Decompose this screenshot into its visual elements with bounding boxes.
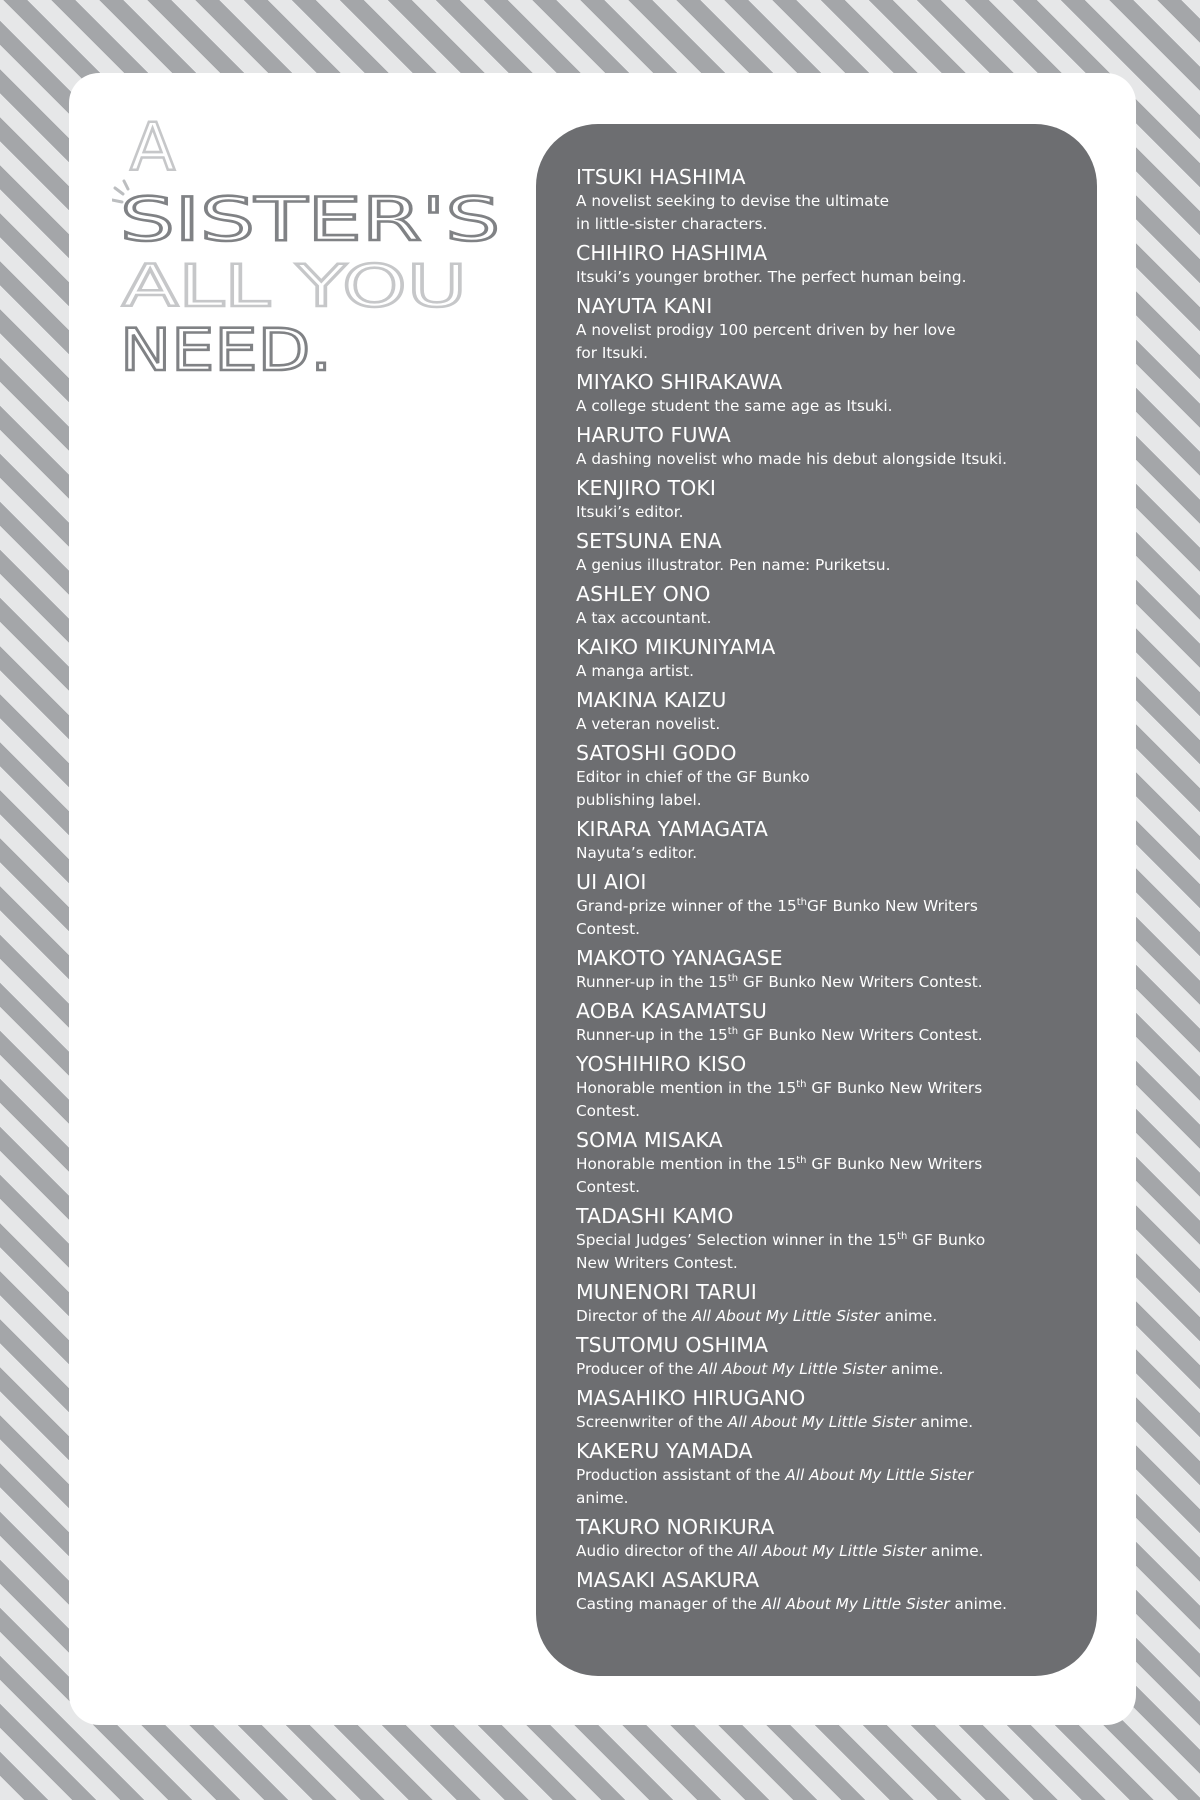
character-entry	[576, 1386, 1097, 1434]
description-line	[576, 342, 1056, 365]
character-description	[576, 266, 1056, 289]
character-entry	[576, 1333, 1097, 1381]
character-name: MAKOTO YANAGASE	[576, 946, 783, 970]
ordinal-suffix: th	[796, 1155, 807, 1166]
description-text: A manga artist.	[576, 662, 694, 680]
description-text: A tax accountant.	[576, 609, 712, 627]
ordinal-suffix: th	[796, 897, 808, 908]
description-line	[576, 1305, 1056, 1328]
character-name: TAKURO NORIKURA	[576, 1515, 775, 1539]
description-text: A veteran novelist.	[576, 715, 721, 733]
character-description	[576, 1358, 1056, 1381]
character-description	[576, 660, 1056, 683]
description-text: publishing label.	[576, 791, 702, 809]
character-entry	[576, 1128, 1097, 1199]
description-line	[576, 1358, 1056, 1381]
character-description	[576, 501, 1056, 524]
character-description	[576, 971, 1056, 994]
character-name: MASAHIKO HIRUGANO	[576, 1386, 806, 1410]
character-description	[576, 607, 1056, 630]
character-description	[576, 395, 1056, 418]
description-line	[576, 1077, 1056, 1100]
character-name: TADASHI KAMO	[576, 1204, 734, 1228]
work-title: All About My Little Sister	[738, 1542, 927, 1560]
description-text: A novelist prodigy 100 percent driven by her love	[576, 321, 956, 339]
description-text: Casting manager of the	[576, 1595, 762, 1613]
description-line	[576, 266, 1056, 289]
description-line	[576, 213, 1056, 236]
title-line-3: ALL YOU	[122, 252, 467, 320]
description-text: A dashing novelist who made his debut alongside Itsuki.	[576, 450, 1008, 468]
character-name: ITSUKI HASHIMA	[576, 165, 746, 189]
title-line-4: NEED.	[120, 316, 332, 384]
character-entry	[576, 741, 1097, 812]
character-name: NAYUTA KANI	[576, 294, 713, 318]
description-text: GF Bunko New Writers	[806, 1155, 983, 1173]
description-line	[576, 1024, 1056, 1047]
description-text: Itsuki’s editor.	[576, 503, 684, 521]
description-text: in little-sister characters.	[576, 215, 768, 233]
description-text: anime.	[915, 1413, 974, 1431]
description-text: Audio director of the	[576, 1542, 739, 1560]
description-text: anime.	[886, 1360, 944, 1378]
character-description	[576, 842, 1056, 865]
character-list-panel	[536, 124, 1097, 1676]
character-description	[576, 766, 1056, 812]
character-entry	[576, 165, 1097, 236]
character-entry	[576, 1439, 1097, 1510]
description-line	[576, 895, 1056, 918]
character-name: CHIHIRO HASHIMA	[576, 241, 768, 265]
description-text: Producer of the	[576, 1360, 699, 1378]
character-description	[576, 1464, 1056, 1510]
description-text: A genius illustrator. Pen name: Puriketsu.	[576, 556, 891, 574]
ordinal-suffix: th	[727, 1026, 739, 1037]
title-logo-art	[112, 118, 512, 388]
character-entry	[576, 370, 1097, 418]
description-line	[576, 918, 1056, 941]
description-line	[576, 1464, 1056, 1487]
description-text: GF Bunko New Writers Contest.	[738, 973, 983, 991]
character-description	[576, 1411, 1056, 1434]
character-entry	[576, 241, 1097, 289]
character-description	[576, 554, 1056, 577]
character-description	[576, 1153, 1056, 1199]
description-line	[576, 319, 1056, 342]
description-text: Grand-prize winner of the 15	[576, 897, 797, 915]
ordinal-suffix: th	[796, 1079, 807, 1090]
character-description	[576, 1540, 1056, 1563]
character-entry	[576, 1568, 1097, 1616]
character-name: SATOSHI GODO	[576, 741, 737, 765]
description-text: Screenwriter of the	[576, 1413, 728, 1431]
description-text: Itsuki’s younger brother. The perfect human being.	[576, 268, 967, 286]
work-title: All About My Little Sister	[698, 1360, 887, 1378]
character-description	[576, 190, 1056, 236]
description-text: anime.	[926, 1542, 984, 1560]
description-text: Contest.	[576, 1178, 640, 1196]
description-text: Contest.	[576, 1102, 640, 1120]
description-line	[576, 395, 1056, 418]
description-line	[576, 1252, 1056, 1275]
description-text: A novelist seeking to devise the ultimate	[576, 192, 890, 210]
work-title: All About My Little Sister	[691, 1307, 880, 1325]
character-name: MAKINA KAIZU	[576, 688, 727, 712]
character-name: KAKERU YAMADA	[576, 1439, 753, 1463]
character-name: MASAKI ASAKURA	[576, 1568, 760, 1592]
description-line	[576, 1487, 1056, 1510]
description-text: Special Judges’ Selection winner in the 15	[576, 1231, 898, 1249]
character-name: TSUTOMU OSHIMA	[576, 1333, 769, 1357]
character-entry	[576, 529, 1097, 577]
description-text: for Itsuki.	[576, 344, 649, 362]
description-text: GF Bunko New Writers	[807, 897, 978, 915]
description-text: GF Bunko New Writers	[806, 1079, 983, 1097]
title-line-1: A	[130, 118, 176, 186]
description-text: Production assistant of the	[576, 1466, 786, 1484]
description-text: Honorable mention in the 15	[576, 1079, 797, 1097]
description-text: A college student the same age as Itsuki.	[576, 397, 893, 415]
description-line	[576, 1540, 1056, 1563]
character-entry	[576, 688, 1097, 736]
description-line	[576, 190, 1056, 213]
description-line	[576, 713, 1056, 736]
work-title: All About My Little Sister	[761, 1595, 950, 1613]
character-description	[576, 448, 1056, 471]
character-entry	[576, 1052, 1097, 1123]
description-line	[576, 842, 1056, 865]
description-text: Runner-up in the 15	[576, 973, 728, 991]
character-entry	[576, 1515, 1097, 1563]
character-description	[576, 319, 1056, 365]
ordinal-suffix: th	[727, 973, 739, 984]
description-line	[576, 766, 1056, 789]
character-name: KENJIRO TOKI	[576, 476, 717, 500]
character-entry	[576, 946, 1097, 994]
description-line	[576, 1411, 1056, 1434]
character-name: KAIKO MIKUNIYAMA	[576, 635, 776, 659]
description-text: Honorable mention in the 15	[576, 1155, 797, 1173]
description-line	[576, 1176, 1056, 1199]
character-name: ASHLEY ONO	[576, 582, 711, 606]
character-name: MIYAKO SHIRAKAWA	[576, 370, 783, 394]
work-title: All About My Little Sister	[727, 1413, 916, 1431]
character-description	[576, 713, 1056, 736]
character-entry	[576, 423, 1097, 471]
character-entry	[576, 870, 1097, 941]
description-text: Contest.	[576, 920, 640, 938]
character-entry	[576, 294, 1097, 365]
character-description	[576, 895, 1056, 941]
character-name: UI AIOI	[576, 870, 647, 894]
description-line	[576, 1153, 1056, 1176]
character-entry	[576, 582, 1097, 630]
character-entry	[576, 1280, 1097, 1328]
character-entry	[576, 1204, 1097, 1275]
work-title: All About My Little Sister	[785, 1466, 974, 1484]
description-text: GF Bunko	[907, 1231, 986, 1249]
description-text: New Writers Contest.	[576, 1254, 738, 1272]
ordinal-suffix: th	[897, 1231, 908, 1242]
character-name: AOBA KASAMATSU	[576, 999, 767, 1023]
description-line	[576, 607, 1056, 630]
character-name: SOMA MISAKA	[576, 1128, 723, 1152]
description-text: anime.	[576, 1489, 629, 1507]
character-entry	[576, 817, 1097, 865]
description-line	[576, 971, 1056, 994]
description-text: Director of the	[576, 1307, 692, 1325]
description-text: anime.	[949, 1595, 1008, 1613]
title-logo	[112, 118, 512, 388]
character-entry	[576, 635, 1097, 683]
description-line	[576, 554, 1056, 577]
character-name: SETSUNA ENA	[576, 529, 722, 553]
character-description	[576, 1593, 1056, 1616]
description-line	[576, 448, 1056, 471]
character-description	[576, 1229, 1056, 1275]
character-entry	[576, 999, 1097, 1047]
character-description	[576, 1305, 1056, 1328]
description-line	[576, 1100, 1056, 1123]
character-name: HARUTO FUWA	[576, 423, 731, 447]
character-entry	[576, 476, 1097, 524]
description-line	[576, 1229, 1056, 1252]
character-name: YOSHIHIRO KISO	[576, 1052, 747, 1076]
description-text: Runner-up in the 15	[576, 1026, 728, 1044]
title-line-2: SISTER'S	[120, 185, 500, 255]
description-line	[576, 1593, 1056, 1616]
character-name: MUNENORI TARUI	[576, 1280, 757, 1304]
description-text: Editor in chief of the GF Bunko	[576, 768, 810, 786]
description-text: anime.	[879, 1307, 938, 1325]
character-description	[576, 1077, 1056, 1123]
description-line	[576, 789, 1056, 812]
description-text: GF Bunko New Writers Contest.	[738, 1026, 983, 1044]
description-text: Nayuta’s editor.	[576, 844, 698, 862]
character-name: KIRARA YAMAGATA	[576, 817, 768, 841]
character-description	[576, 1024, 1056, 1047]
description-line	[576, 660, 1056, 683]
description-line	[576, 501, 1056, 524]
